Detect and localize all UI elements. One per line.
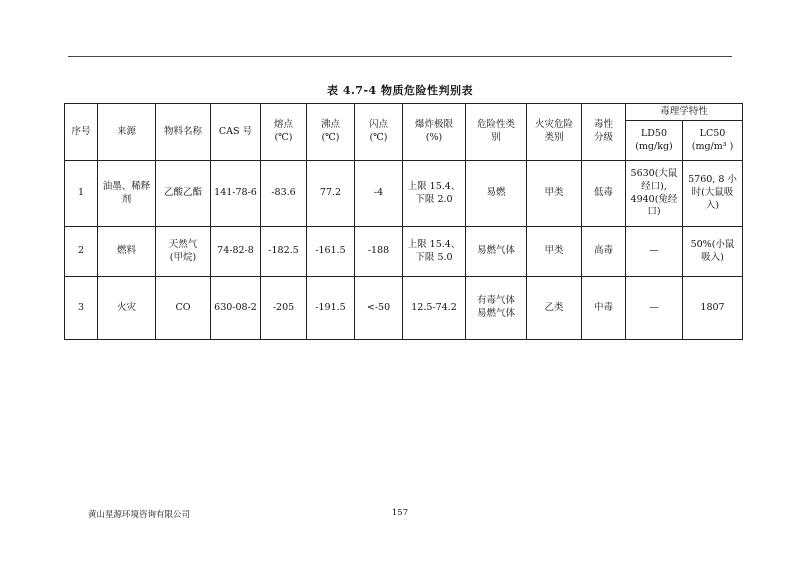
footer-company: 黄山星源环境咨询有限公司 [88,510,191,520]
cell-material: 乙酸乙酯 [156,161,211,227]
header-source: 来源 [98,104,156,161]
header-material: 物料名称 [156,104,211,161]
cell-cas: 141-78-6 [211,161,261,227]
cell-fire: 甲类 [527,227,582,277]
cell-material: 天然气 (甲烷) [156,227,211,277]
header-hazard: 危险性类 别 [466,104,527,161]
table-row [65,227,743,277]
cell-explosion: 上限 15.4、 下限 2.0 [403,161,466,227]
cell-index: 3 [65,277,98,340]
header-index: 序号 [65,104,98,161]
hazard-table [64,103,743,340]
header-lc50: LC50 (mg/m³ ) [683,121,743,161]
header-explosion: 爆炸极限 (%) [403,104,466,161]
header-toxicology: 毒理学特性 [626,104,743,121]
cell-source: 油墨、稀释 剂 [98,161,156,227]
table-row [65,161,743,227]
cell-explosion: 12.5-74.2 [403,277,466,340]
cell-lc50: 5760, 8 小 时(大鼠吸 入) [683,161,743,227]
cell-material: CO [156,277,211,340]
header-boiling: 沸点 (℃) [307,104,355,161]
header-ld50: LD50 (mg/kg) [626,121,683,161]
cell-toxicity: 高毒 [582,227,626,277]
cell-lc50: 1807 [683,277,743,340]
cell-lc50: 50%(小鼠 吸入) [683,227,743,277]
header-rule [68,56,732,57]
cell-ld50: — [626,227,683,277]
header-melting: 熔点 (℃) [261,104,307,161]
cell-toxicity: 低毒 [582,161,626,227]
cell-ld50: — [626,277,683,340]
cell-index: 2 [65,227,98,277]
page-number: 157 [391,508,409,518]
header-toxicity: 毒性 分级 [582,104,626,161]
cell-hazard: 有毒气体 易燃气体 [466,277,527,340]
cell-boiling: -161.5 [307,227,355,277]
cell-explosion: 上限 15.4、 下限 5.0 [403,227,466,277]
cell-toxicity: 中毒 [582,277,626,340]
cell-index: 1 [65,161,98,227]
cell-boiling: -191.5 [307,277,355,340]
cell-ld50: 5630(大鼠 经口), 4940(兔经 口) [626,161,683,227]
cell-flash: <-50 [355,277,403,340]
cell-melting: -83.6 [261,161,307,227]
cell-source: 火灾 [98,277,156,340]
cell-fire: 乙类 [527,277,582,340]
cell-hazard: 易燃气体 [466,227,527,277]
cell-source: 燃料 [98,227,156,277]
cell-hazard: 易燃 [466,161,527,227]
cell-flash: -4 [355,161,403,227]
cell-flash: -188 [355,227,403,277]
header-fire: 火灾危险 类别 [527,104,582,161]
cell-melting: -182.5 [261,227,307,277]
table-title: 表 4.7-4 物质危险性判别表 [326,84,473,97]
table-header-row [65,104,743,121]
cell-cas: 74-82-8 [211,227,261,277]
cell-boiling: 77.2 [307,161,355,227]
header-cas: CAS 号 [211,104,261,161]
cell-fire: 甲类 [527,161,582,227]
table-row [65,277,743,340]
cell-cas: 630-08-2 [211,277,261,340]
cell-melting: -205 [261,277,307,340]
header-flash: 闪点 (℃) [355,104,403,161]
